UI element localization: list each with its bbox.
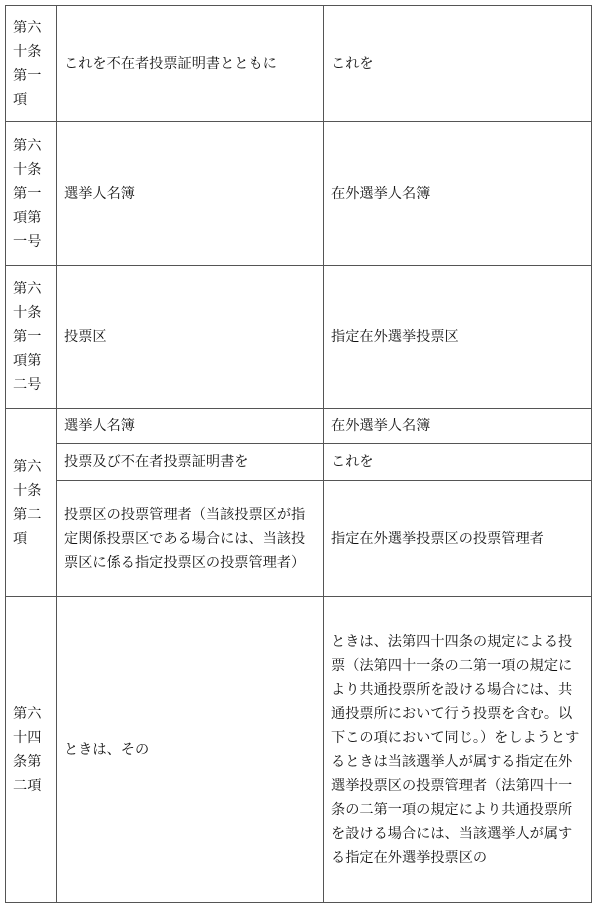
before-cell [57,409,324,444]
after-text: 指定在外選挙投票区 [331,329,459,345]
after-cell [324,597,592,903]
after-text: 在外選挙人名簿 [331,418,431,434]
article-cell [6,597,57,903]
after-cell [324,409,592,444]
article-label: 第六十条第一項第二号 [13,281,42,393]
after-cell [324,122,592,266]
article-label: 第六十条第一項第一号 [13,137,42,250]
table-row [6,597,592,903]
after-text: ときは、法第四十四条の規定による投票（法第四十一条の二第一項の規定により共通投票所を設ける場合には、共通投票所において行う投票を含む。以下この項において同じ。）をしようとするときは当該選挙人が属する指定在外選挙投票区の投票管理者（法第四十一条の二第一項の規定により共通投票所を設ける場合には、当該選挙人が属する指定在外選挙投票区の [331,633,580,866]
table-row [6,444,592,481]
table-row [6,481,592,597]
after-cell [324,481,592,597]
before-text: 選挙人名簿 [64,418,135,434]
before-text: 投票区の投票管理者（当該投票区が指定関係投票区である場合には、当該投票区に係る指定投票区の投票管理者） [64,506,306,571]
after-text: これを [331,454,374,470]
before-cell [57,266,324,409]
before-cell [57,6,324,122]
before-cell [57,122,324,266]
after-cell [324,266,592,409]
article-cell [6,409,57,597]
before-cell [57,597,324,903]
table-row [6,409,592,444]
article-label: 第六十四条第二項 [13,705,42,794]
after-cell [324,444,592,481]
article-label: 第六十条第一項 [13,19,42,108]
table-row [6,266,592,409]
after-text: 指定在外選挙投票区の投票管理者 [331,530,544,547]
after-cell [324,6,592,122]
article-cell [6,266,57,409]
after-text: これを [331,55,374,72]
article-cell [6,122,57,266]
before-text: ときは、その [64,741,150,758]
amendment-table [5,5,592,903]
article-label: 第六十条第二項 [13,458,42,547]
table-row [6,122,592,266]
before-cell [57,481,324,597]
before-text: 投票及び不在者投票証明書を [64,454,249,470]
before-text: 選挙人名簿 [64,185,135,202]
after-text: 在外選挙人名簿 [331,185,431,202]
before-cell [57,444,324,481]
article-cell [6,6,57,122]
before-text: これを不在者投票証明書とともに [64,55,277,72]
table-row [6,6,592,122]
before-text: 投票区 [64,329,107,345]
